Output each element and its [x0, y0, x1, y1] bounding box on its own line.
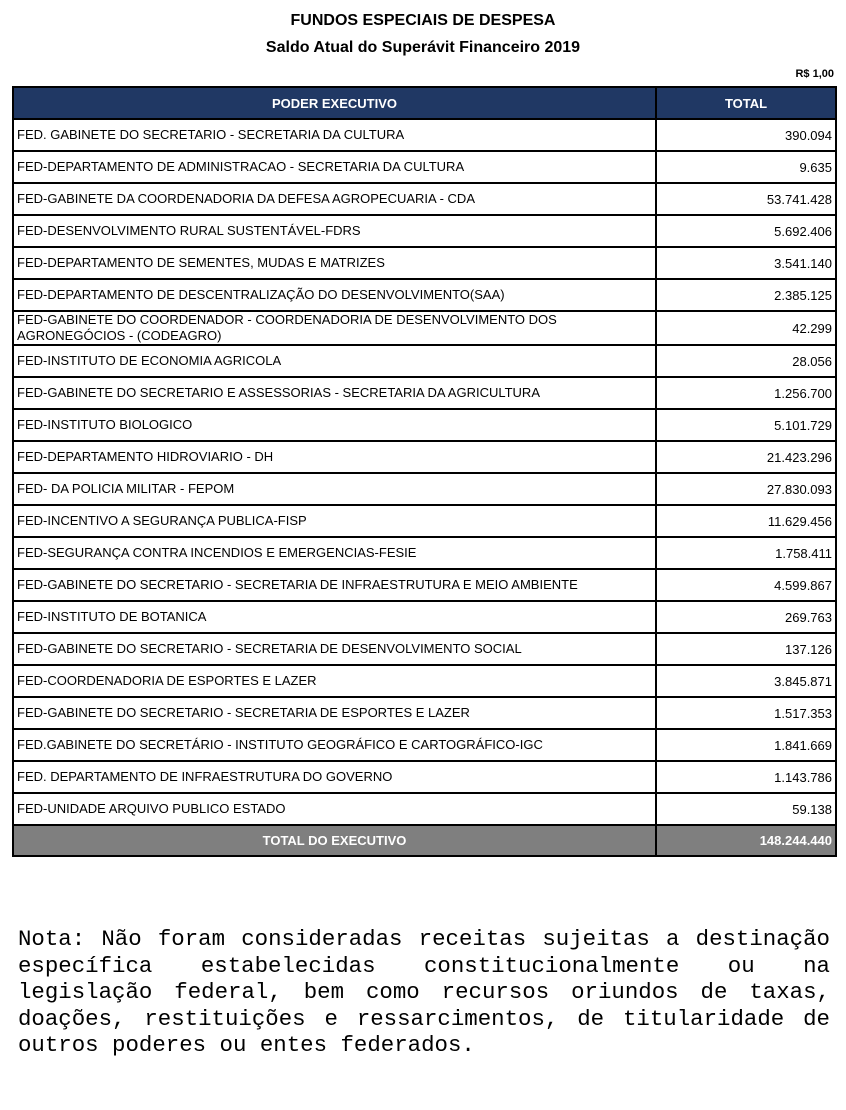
table-row: [13, 505, 836, 537]
column-header-poder-executivo: PODER EXECUTIVO: [13, 87, 656, 119]
table-row: [13, 441, 836, 473]
fund-name: FED-COORDENADORIA DE ESPORTES E LAZER: [13, 665, 656, 697]
fund-total: 3.845.871: [656, 665, 836, 697]
table-row: [13, 697, 836, 729]
fund-total: 27.830.093: [656, 473, 836, 505]
table-row: [13, 409, 836, 441]
fund-total: 4.599.867: [656, 569, 836, 601]
fund-total: 137.126: [656, 633, 836, 665]
fund-name: FED-INSTITUTO BIOLOGICO: [13, 409, 656, 441]
fund-total: 1.841.669: [656, 729, 836, 761]
table-row: [13, 537, 836, 569]
table-row: [13, 151, 836, 183]
fund-total: 11.629.456: [656, 505, 836, 537]
fund-name: FED.GABINETE DO SECRETÁRIO - INSTITUTO GEOGRÁFICO E CARTOGRÁFICO-IGC: [13, 729, 656, 761]
fund-total: 390.094: [656, 119, 836, 151]
fund-name: FED-DEPARTAMENTO DE ADMINISTRACAO - SECRETARIA DA CULTURA: [13, 151, 656, 183]
fund-total: 3.541.140: [656, 247, 836, 279]
total-value: 148.244.440: [656, 825, 836, 856]
fund-name: FED-GABINETE DO SECRETARIO - SECRETARIA DE ESPORTES E LAZER: [13, 697, 656, 729]
table-row: [13, 183, 836, 215]
currency-unit: R$ 1,00: [795, 68, 834, 80]
table-row: [13, 377, 836, 409]
table-row: [13, 793, 836, 825]
fund-name: FED-SEGURANÇA CONTRA INCENDIOS E EMERGENCIAS-FESIE: [13, 537, 656, 569]
fund-total: 28.056: [656, 345, 836, 377]
fund-total: 59.138: [656, 793, 836, 825]
table-row: [13, 345, 836, 377]
fund-total: 21.423.296: [656, 441, 836, 473]
fund-name: FED-DEPARTAMENTO HIDROVIARIO - DH: [13, 441, 656, 473]
fund-name: FED. DEPARTAMENTO DE INFRAESTRUTURA DO GOVERNO: [13, 761, 656, 793]
fund-name: FED-GABINETE DA COORDENADORIA DA DEFESA AGROPECUARIA - CDA: [13, 183, 656, 215]
fund-total: 1.758.411: [656, 537, 836, 569]
funds-table: [12, 86, 837, 857]
fund-total: 42.299: [656, 311, 836, 345]
table-row: [13, 215, 836, 247]
document-subtitle: Saldo Atual do Superávit Financeiro 2019: [265, 39, 581, 56]
footnote: Nota: Não foram consideradas receitas sujeitas a destinação específica estabelecidas constitucionalmente ou na legislação federal, bem como recursos oriundos de taxas, doações, restituições e ressarcimentos, de titularidade de outros poderes ou entes federados.: [18, 926, 830, 1058]
fund-name: FED-GABINETE DO SECRETARIO E ASSESSORIAS - SECRETARIA DA AGRICULTURA: [13, 377, 656, 409]
fund-total: 5.101.729: [656, 409, 836, 441]
fund-total: 1.517.353: [656, 697, 836, 729]
table-row: [13, 279, 836, 311]
fund-name: FED- DA POLICIA MILITAR - FEPOM: [13, 473, 656, 505]
fund-name: FED-INSTITUTO DE BOTANICA: [13, 601, 656, 633]
table-row: [13, 473, 836, 505]
document-title: FUNDOS ESPECIAIS DE DESPESA: [290, 12, 556, 29]
table-row: [13, 569, 836, 601]
fund-total: 1.143.786: [656, 761, 836, 793]
fund-total: 5.692.406: [656, 215, 836, 247]
total-row: [13, 825, 836, 856]
table-row: [13, 601, 836, 633]
table-row: [13, 665, 836, 697]
fund-total: 53.741.428: [656, 183, 836, 215]
fund-total: 1.256.700: [656, 377, 836, 409]
fund-name: FED. GABINETE DO SECRETARIO - SECRETARIA DA CULTURA: [13, 119, 656, 151]
fund-name: FED-DEPARTAMENTO DE SEMENTES, MUDAS E MATRIZES: [13, 247, 656, 279]
fund-total: 269.763: [656, 601, 836, 633]
fund-name: FED-GABINETE DO SECRETARIO - SECRETARIA DE DESENVOLVIMENTO SOCIAL: [13, 633, 656, 665]
fund-total: 2.385.125: [656, 279, 836, 311]
column-header-total: TOTAL: [656, 87, 836, 119]
fund-name: FED-INCENTIVO A SEGURANÇA PUBLICA-FISP: [13, 505, 656, 537]
table-row: [13, 761, 836, 793]
table-row: [13, 311, 836, 345]
fund-name: FED-INSTITUTO DE ECONOMIA AGRICOLA: [13, 345, 656, 377]
table-row: [13, 633, 836, 665]
fund-name: FED-UNIDADE ARQUIVO PUBLICO ESTADO: [13, 793, 656, 825]
fund-name: FED-DEPARTAMENTO DE DESCENTRALIZAÇÃO DO DESENVOLVIMENTO(SAA): [13, 279, 656, 311]
fund-name: FED-GABINETE DO COORDENADOR - COORDENADORIA DE DESENVOLVIMENTO DOS AGRONEGÓCIOS - (CODEAGRO): [13, 311, 656, 345]
table-row: [13, 119, 836, 151]
table-row: [13, 729, 836, 761]
fund-name: FED-DESENVOLVIMENTO RURAL SUSTENTÁVEL-FDRS: [13, 215, 656, 247]
table-header-row: [13, 87, 836, 119]
total-label: TOTAL DO EXECUTIVO: [13, 825, 656, 856]
fund-name: FED-GABINETE DO SECRETARIO - SECRETARIA DE INFRAESTRUTURA E MEIO AMBIENTE: [13, 569, 656, 601]
table-row: [13, 247, 836, 279]
fund-total: 9.635: [656, 151, 836, 183]
